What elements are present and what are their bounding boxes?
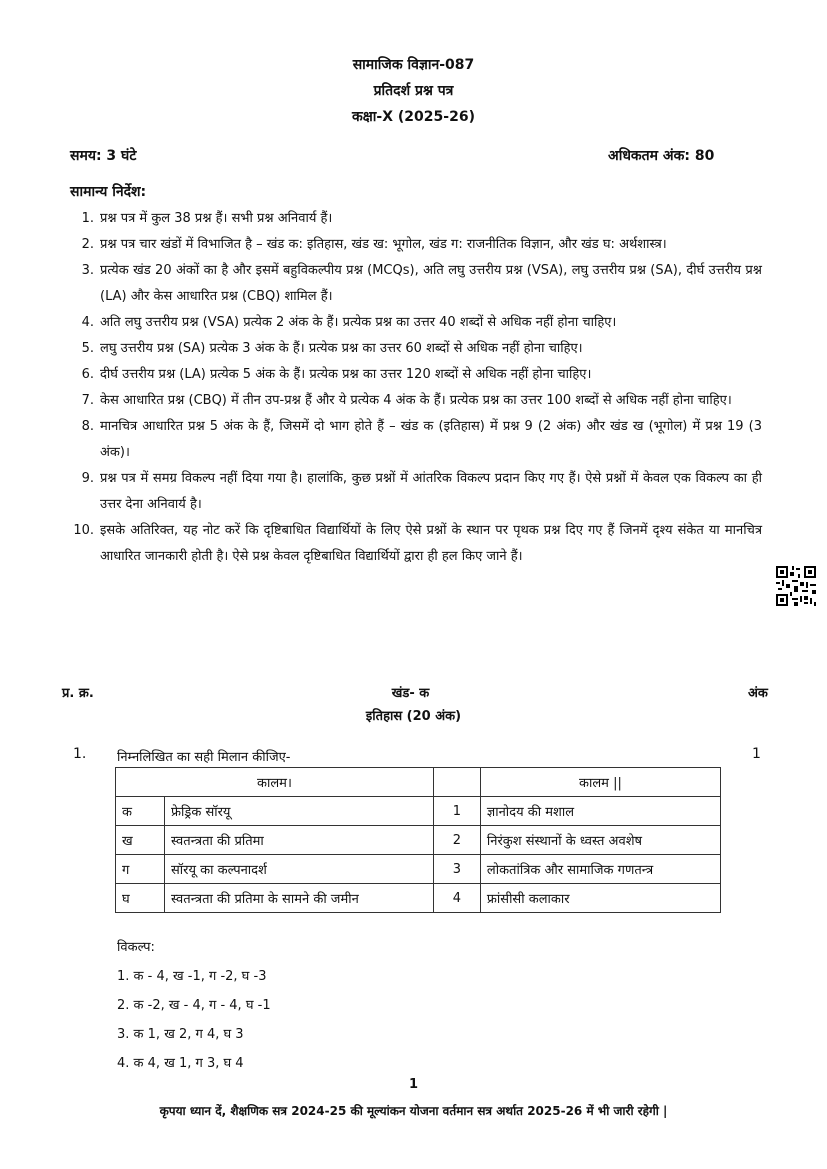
row-letter: क — [116, 797, 165, 826]
column-1-cell: सॉरयू का कल्पनादर्श — [165, 855, 434, 884]
section-subtitle: इतिहास (20 अंक) — [365, 709, 462, 724]
instructions-list — [70, 206, 762, 570]
instruction-number: 7. — [81, 393, 94, 408]
question-number: 1. — [73, 746, 87, 762]
instruction-number: 6. — [81, 367, 94, 382]
instruction-item — [70, 206, 762, 232]
table-row — [116, 855, 721, 884]
instruction-number: 8. — [81, 419, 94, 434]
column-2-cell: निरंकुश संस्थानों के ध्वस्त अवशेष — [480, 826, 720, 855]
column-2-cell: लोकतांत्रिक और सामाजिक गणतन्त्र — [480, 855, 720, 884]
column-1-cell: स्वतन्त्रता की प्रतिमा के सामने की जमीन — [165, 884, 434, 913]
column-1-header: कालम। — [116, 768, 434, 797]
instruction-text: प्रश्न पत्र में समग्र विकल्प नहीं दिया गया है। हालांकि, कुछ प्रश्नों में आंतरिक विकल्प प्रदान किए गए हैं। ऐसे प्रश्नों में केवल एक विकल्प का ही उत्तर देना अनिवार्य है। — [100, 471, 762, 512]
column-1-cell: फ्रेड्रिक सॉरयू — [165, 797, 434, 826]
instruction-text: प्रश्न पत्र में कुल 38 प्रश्न हैं। सभी प्रश्न अनिवार्य हैं। — [100, 211, 333, 226]
table-row — [116, 884, 721, 913]
instruction-item — [70, 232, 762, 258]
max-marks-label: अधिकतम अंक: 80 — [608, 148, 715, 164]
row-letter: ख — [116, 826, 165, 855]
table-header-row — [116, 768, 721, 797]
instruction-text: मानचित्र आधारित प्रश्न 5 अंक के हैं, जिसमें दो भाग होते हैं – खंड क (इतिहास) में प्रश्न 9 (2 अंक) और खंड ख (भूगोल) में प्रश्न 19 (3 अंक)। — [100, 419, 762, 460]
row-number: 4 — [433, 884, 480, 913]
instruction-item — [70, 336, 762, 362]
qr-code-icon — [776, 566, 816, 606]
instruction-item — [70, 388, 762, 414]
instruction-number: 1. — [81, 211, 94, 226]
page-number: 1 — [408, 1077, 419, 1092]
instruction-item — [70, 518, 762, 570]
match-table — [115, 767, 721, 913]
column-2-header: कालम || — [480, 768, 720, 797]
row-number: 3 — [433, 855, 480, 884]
question-marks: 1 — [752, 746, 761, 762]
instruction-text: प्रश्न पत्र चार खंडों में विभाजित है – खंड क: इतिहास, खंड ख: भूगोल, खंड ग: राजनीतिक विज्ञान, और खंड घ: अर्थशास्त्र। — [100, 237, 667, 252]
table-row — [116, 826, 721, 855]
column-1-cell: स्वतन्त्रता की प्रतिमा — [165, 826, 434, 855]
section-name: खंड- क — [391, 686, 430, 701]
instruction-text: इसके अतिरिक्त, यह नोट करें कि दृष्टिबाधित विद्यार्थियों के लिए ऐसे प्रश्नों के स्थान पर पृथक प्रश्न दिए गए हैं जिनमें दृश्य संकेत या मानचित्र आधारित जानकारी होती है। ऐसे प्रश्न केवल दृष्टिबाधित विद्यार्थियों द्वारा ही हल किए जाने हैं। — [100, 523, 762, 564]
class-label: कक्षा-X (2025-26) — [352, 109, 475, 125]
option-item: 3. क 1, ख 2, ग 4, घ 3 — [117, 1027, 244, 1042]
instruction-text: दीर्घ उत्तरीय प्रश्न (LA) प्रत्येक 5 अंक के हैं। प्रत्येक प्रश्न का उत्तर 120 शब्दों से अधिक नहीं होना चाहिए। — [100, 367, 592, 382]
row-letter: घ — [116, 884, 165, 913]
option-item: 2. क -2, ख - 4, ग - 4, घ -1 — [117, 998, 271, 1013]
instruction-text: अति लघु उत्तरीय प्रश्न (VSA) प्रत्येक 2 अंक के हैं। प्रत्येक प्रश्न का उत्तर 40 शब्दों से अधिक नहीं होना चाहिए। — [100, 315, 617, 330]
column-2-cell: फ्रांसीसी कलाकार — [480, 884, 720, 913]
row-number: 1 — [433, 797, 480, 826]
instruction-item — [70, 310, 762, 336]
time-label: समय: 3 घंटे — [70, 148, 137, 164]
instruction-text: प्रत्येक खंड 20 अंकों का है और इसमें बहुविकल्पीय प्रश्न (MCQs), अति लघु उत्तरीय प्रश्न (VSA), लघु उत्तरीय प्रश्न (SA), दीर्घ उत्तरीय प्रश्न (LA) और केस आधारित प्रश्न (CBQ) शामिल हैं। — [100, 263, 762, 304]
instructions-heading: सामान्य निर्देश: — [70, 184, 147, 200]
subject-title: सामाजिक विज्ञान-087 — [352, 57, 475, 73]
question-number-header: प्र. क्र. — [62, 686, 94, 701]
instruction-item — [70, 466, 762, 518]
instruction-number: 4. — [81, 315, 94, 330]
table-header-cell — [433, 768, 480, 797]
instruction-item — [70, 258, 762, 310]
option-item: 4. क 4, ख 1, ग 3, घ 4 — [117, 1056, 244, 1071]
instruction-text: केस आधारित प्रश्न (CBQ) में तीन उप-प्रश्न हैं और ये प्रत्येक 4 अंक के हैं। प्रत्येक प्रश्न का उत्तर 100 शब्दों से अधिक नहीं होना चाहिए। — [100, 393, 732, 408]
option-item: 1. क - 4, ख -1, ग -2, घ -3 — [117, 969, 267, 984]
instruction-number: 3. — [81, 263, 94, 278]
instruction-number: 9. — [81, 471, 94, 486]
footer-note: कृपया ध्यान दें, शैक्षणिक सत्र 2024-25 की मूल्यांकन योजना वर्तमान सत्र अर्थात 2025-26 में भी जारी रहेगी | — [159, 1104, 668, 1118]
row-number: 2 — [433, 826, 480, 855]
instruction-number: 2. — [81, 237, 94, 252]
column-2-cell: ज्ञानोदय की मशाल — [480, 797, 720, 826]
table-row — [116, 797, 721, 826]
marks-header: अंक — [748, 686, 768, 701]
options-label: विकल्प: — [117, 940, 155, 955]
options-block — [117, 933, 271, 1078]
instruction-number: 5. — [81, 341, 94, 356]
instruction-item — [70, 414, 762, 466]
instruction-item — [70, 362, 762, 388]
instruction-text: लघु उत्तरीय प्रश्न (SA) प्रत्येक 3 अंक के हैं। प्रत्येक प्रश्न का उत्तर 60 शब्दों से अधिक नहीं होना चाहिए। — [100, 341, 583, 356]
paper-type: प्रतिदर्श प्रश्न पत्र — [373, 83, 454, 99]
question-text: निम्नलिखित का सही मिलान कीजिए- — [117, 750, 291, 765]
instruction-number: 10. — [73, 523, 94, 538]
row-letter: ग — [116, 855, 165, 884]
